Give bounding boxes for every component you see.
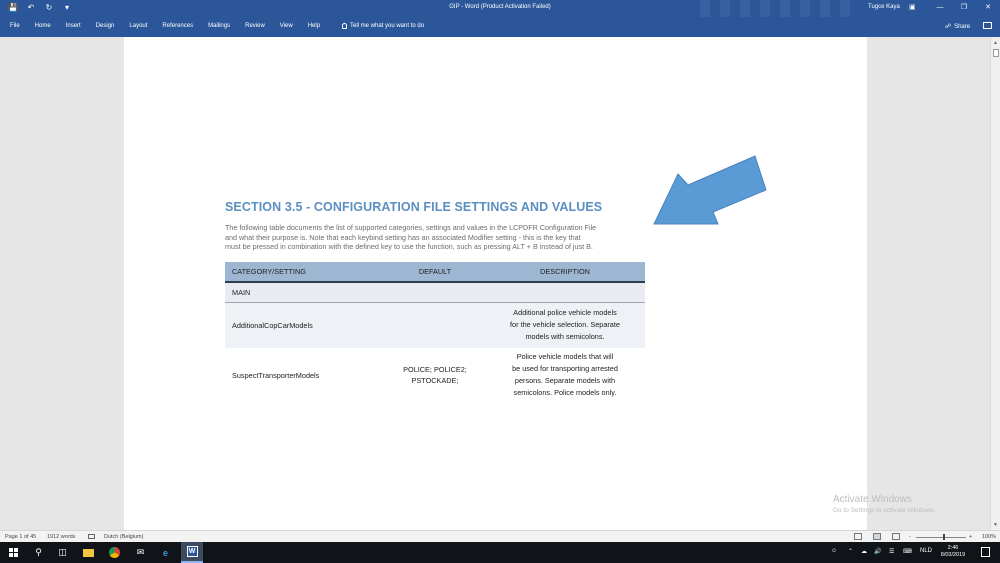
ribbon-tabs	[10, 23, 327, 29]
table-row	[225, 302, 645, 348]
tab-references[interactable]: References	[162, 23, 194, 29]
vertical-scrollbar[interactable]	[990, 37, 1000, 530]
intro-line: The following table documents the list of supported categories, settings and values in the LCPDFR Configuration File	[225, 223, 597, 232]
search-icon[interactable]: ⚲	[35, 547, 42, 557]
tab-help[interactable]: Help	[307, 23, 321, 29]
window-controls	[928, 0, 1000, 17]
default-line: PSTOCKADE;	[411, 376, 459, 385]
intro-line: must be pressed in combination with the defined key to use the function, such as pressing ALT + B instead of just B.	[225, 242, 593, 251]
window-title: GIP - Word (Product Activation Failed)	[449, 4, 551, 10]
network-icon[interactable]: ☰	[889, 549, 895, 555]
zoom-slider-thumb[interactable]	[943, 534, 945, 540]
tab-home[interactable]: Home	[34, 23, 51, 29]
scroll-up-icon[interactable]: ▲	[993, 40, 998, 46]
watermark-title: Activate Windows	[833, 494, 912, 505]
windows-taskbar	[0, 542, 1000, 563]
ribbon-display-options-icon[interactable]: ▣	[909, 4, 916, 11]
proofing-icon[interactable]	[88, 534, 95, 539]
tab-mailings[interactable]: Mailings	[208, 23, 231, 29]
section-heading: SECTION 3.5 - CONFIGURATION FILE SETTINGS AND VALUES	[225, 200, 603, 214]
tell-me-label: Tell me what you want to do	[350, 23, 425, 29]
undo-icon[interactable]: ↶	[27, 3, 35, 12]
restore-icon[interactable]: ❐	[960, 4, 968, 11]
scroll-down-icon[interactable]: ▼	[993, 522, 998, 528]
table-group-row	[225, 282, 645, 302]
group-label: MAIN	[225, 282, 645, 302]
print-layout-icon[interactable]	[873, 533, 881, 540]
clock-time: 2:46	[947, 545, 959, 551]
setting-cell: SuspectTransporterModels	[225, 348, 385, 402]
clock-date: 8/03/2019	[940, 552, 966, 558]
word-count[interactable]: 1912 words	[47, 534, 76, 540]
zoom-slider[interactable]	[916, 537, 966, 538]
action-center-icon[interactable]	[981, 547, 990, 557]
description-line: models with semicolons.	[525, 332, 605, 342]
zoom-out-button[interactable]: -	[909, 534, 911, 540]
system-clock[interactable]	[938, 545, 968, 559]
task-view-icon[interactable]: ◫	[58, 547, 67, 557]
description-cell	[485, 348, 645, 402]
section-intro	[225, 223, 647, 252]
tab-layout[interactable]: Layout	[129, 23, 148, 29]
redo-icon[interactable]: ↻	[45, 3, 53, 12]
description-line: Additional police vehicle models	[513, 308, 617, 318]
setting-cell: AdditionalCopCarModels	[225, 302, 385, 348]
mail-icon[interactable]: ✉	[136, 547, 145, 557]
status-bar	[0, 530, 1000, 542]
default-cell	[385, 302, 485, 348]
tab-insert[interactable]: Insert	[65, 23, 81, 29]
config-table	[225, 262, 645, 402]
zoom-level[interactable]: 100%	[982, 534, 997, 540]
file-explorer-icon[interactable]	[82, 546, 95, 559]
description-line: be used for transporting arrested	[512, 364, 618, 373]
tab-file[interactable]: File	[10, 23, 20, 29]
tray-chevron-icon[interactable]: ⌃	[848, 549, 854, 555]
language-indicator[interactable]: Dutch (Belgium)	[104, 534, 144, 540]
tab-design[interactable]: Design	[95, 23, 115, 29]
description-cell	[485, 302, 645, 348]
user-name[interactable]: Tugce Kaya	[868, 4, 900, 10]
column-header-description: DESCRIPTION	[485, 262, 645, 282]
save-icon[interactable]: 💾	[8, 3, 18, 12]
scrollbar-thumb[interactable]	[993, 49, 999, 57]
input-language[interactable]: NLD	[920, 548, 933, 554]
tab-review[interactable]: Review	[245, 23, 265, 29]
description-line: Police vehicle models that will	[516, 352, 614, 361]
minimize-icon[interactable]: —	[936, 4, 944, 11]
default-cell	[385, 348, 485, 402]
volume-icon[interactable]: 🔊	[874, 549, 882, 555]
table-header-row	[225, 262, 645, 282]
title-bar	[0, 0, 1000, 17]
chrome-icon[interactable]	[108, 546, 121, 559]
arrow-polygon	[654, 156, 766, 224]
close-icon[interactable]: ✕	[985, 4, 991, 11]
column-header-setting: CATEGORY/SETTING	[225, 262, 385, 282]
description-line: for the vehicle selection. Separate	[510, 320, 620, 330]
share-icon: ☍	[945, 24, 952, 30]
edge-icon[interactable]: e	[162, 547, 168, 558]
page-count[interactable]: Page 1 of 45	[5, 534, 37, 540]
activate-windows-watermark	[833, 494, 936, 514]
web-layout-icon[interactable]	[892, 533, 900, 540]
intro-line: and what their purpose is. Note that each keybind setting has an associated Modifier setting - this is the key that	[225, 232, 581, 242]
description-line: semicolons. Police models only.	[513, 388, 617, 397]
share-button[interactable]	[945, 23, 970, 30]
table-row	[225, 348, 645, 402]
customize-icon[interactable]: ▾	[64, 3, 69, 12]
comments-icon[interactable]	[983, 22, 992, 29]
people-icon[interactable]: ☺	[831, 548, 838, 554]
onedrive-icon[interactable]: ☁	[861, 549, 867, 555]
word-icon: W	[187, 546, 198, 557]
ribbon-tabs-bar	[0, 17, 1000, 37]
read-mode-icon[interactable]	[854, 533, 862, 540]
zoom-in-button[interactable]: +	[969, 534, 973, 540]
tab-view[interactable]: View	[279, 23, 293, 29]
share-label: Share	[954, 23, 971, 30]
description-line: persons. Separate models with	[514, 376, 616, 385]
lightbulb-icon	[342, 23, 347, 29]
default-line: POLICE; POLICE2;	[403, 365, 467, 374]
keyboard-icon[interactable]: ⌨	[903, 549, 912, 555]
tell-me-search[interactable]	[342, 23, 424, 29]
column-header-default: DEFAULT	[385, 262, 485, 282]
word-taskbar-button[interactable]	[181, 542, 203, 563]
blue-arrow-shape	[648, 152, 772, 244]
watermark-subtitle: Go to Settings to activate Windows.	[833, 507, 936, 514]
windows-start-icon[interactable]	[7, 546, 20, 559]
